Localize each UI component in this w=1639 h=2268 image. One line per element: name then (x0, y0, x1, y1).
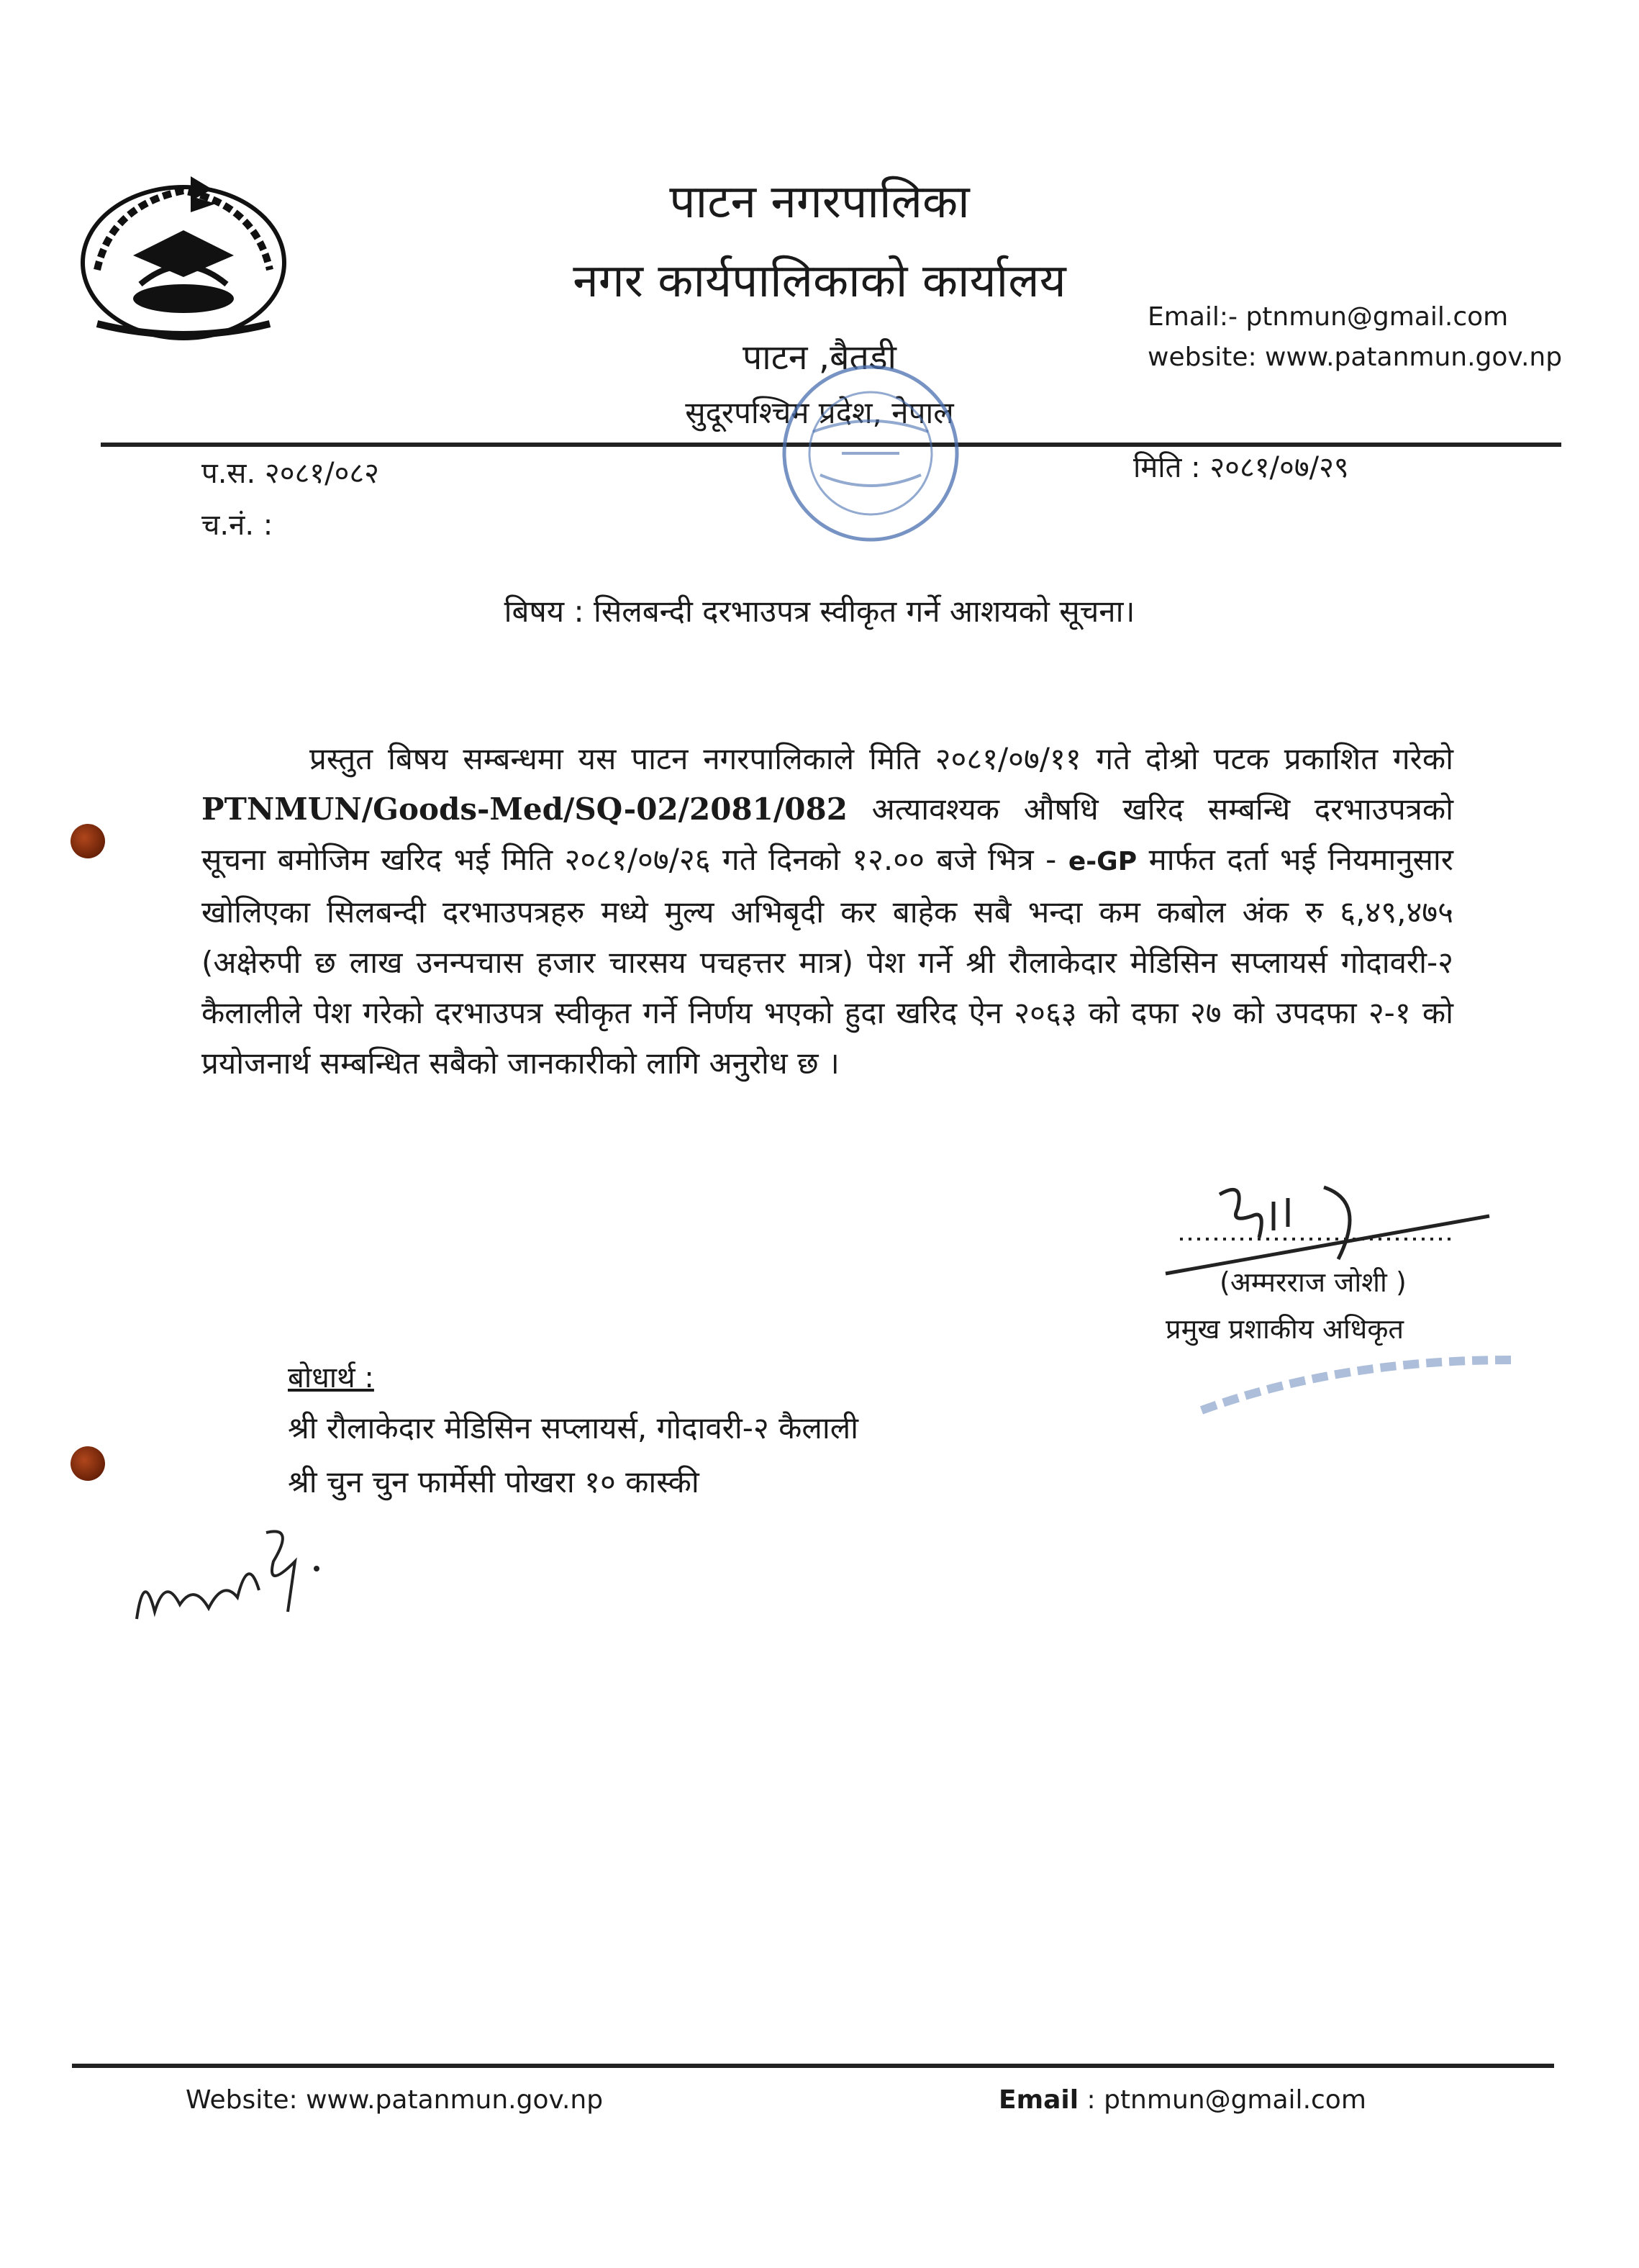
footer-email-value: : ptnmun@gmail.com (1079, 2085, 1366, 2115)
body-part-2: अत्यावश्यक औषधि खरिद सम्बन्धि दरभाउपत्रको सूचना बमोजिम खरिद भई मिति २०८१/०७/२६ गते दिनको १२.०० बजे भित्र - (201, 791, 1453, 877)
footer-email (999, 2085, 1366, 2115)
punch-hole (71, 1446, 105, 1481)
reference-number: प.स. २०८१/०८२ (201, 457, 379, 490)
letter-subject: बिषय : सिलबन्दी दरभाउपत्र स्वीकृत गर्ने आशयको सूचना। (504, 594, 1135, 629)
punch-hole (71, 824, 105, 858)
letter-date: मिति : २०८१/०७/२९ (1133, 451, 1349, 484)
footer-divider (72, 2064, 1554, 2068)
dispatch-number: च.नं. : (201, 509, 273, 542)
designation-stamp-icon (1194, 1331, 1518, 1425)
office-province: सुदूरपश्चिम प्रदेश, नेपाल (685, 395, 954, 430)
body-part-1: प्रस्तुत बिषय सम्बन्धमा यस पाटन नगरपालिकाले मिति २०८१/०७/११ गते दोश्रो पटक प्रकाशित गरेको (309, 741, 1453, 776)
office-stamp-icon (763, 345, 979, 554)
office-subtitle: नगर कार्यपालिकाको कार्यालय (573, 255, 1066, 308)
egp-label: e-GP (1068, 847, 1138, 876)
header-email: Email:- ptnmun@gmail.com (1148, 302, 1509, 332)
footer-email-label: Email (999, 2085, 1079, 2115)
office-name: पाटन नगरपालिका (669, 176, 970, 229)
footer-website: Website: www.patanmun.gov.np (186, 2085, 604, 2115)
cc-item: श्री चुन चुन फार्मेसी पोखरा १० कास्की (288, 1464, 699, 1500)
tender-reference: PTNMUN/Goods-Med/SQ-02/2081/082 (201, 791, 848, 827)
office-place: पाटन ,बैतडी (743, 337, 896, 378)
letter-body (201, 734, 1453, 1089)
cc-item: श्री रौलाकेदार मेडिसिन सप्लायर्स, गोदावरी-२ कैलाली (288, 1410, 859, 1446)
cc-heading: बोधार्थ : (288, 1361, 374, 1394)
header-website: website: www.patanmun.gov.np (1148, 343, 1563, 372)
signer-name: (अम्मरराज जोशी ) (1220, 1266, 1407, 1298)
body-part-3: मार्फत दर्ता भई नियमानुसार खोलिएका सिलबन्दी दरभाउपत्रहरु मध्ये मुल्य अभिबृदी कर बाहेक सबै भन्दा कम कबोल अंक रु ६,४९,४७५ (अक्षेरुपी छ लाख उनन्पचास हजार चारसय पचहत्तर मात्र) पेश गर्ने श्री रौलाकेदार मेडिसिन सप्लायर्स गोदावरी-२ कैलालीले पेश गरेको दरभाउपत्र स्वीकृत गर्ने निर्णय भएको हुदा खरिद ऐन २०६३ को दफा २७ को उपदफा २-१ को प्रयोजनार्थ सम्बन्धित सबैको जानकारीको लागि अनुरोध छ । (201, 842, 1453, 1081)
handwritten-initials-icon (122, 1511, 338, 1655)
signer-title: प्रमुख प्रशाकीय अधिकृत (1166, 1313, 1404, 1345)
